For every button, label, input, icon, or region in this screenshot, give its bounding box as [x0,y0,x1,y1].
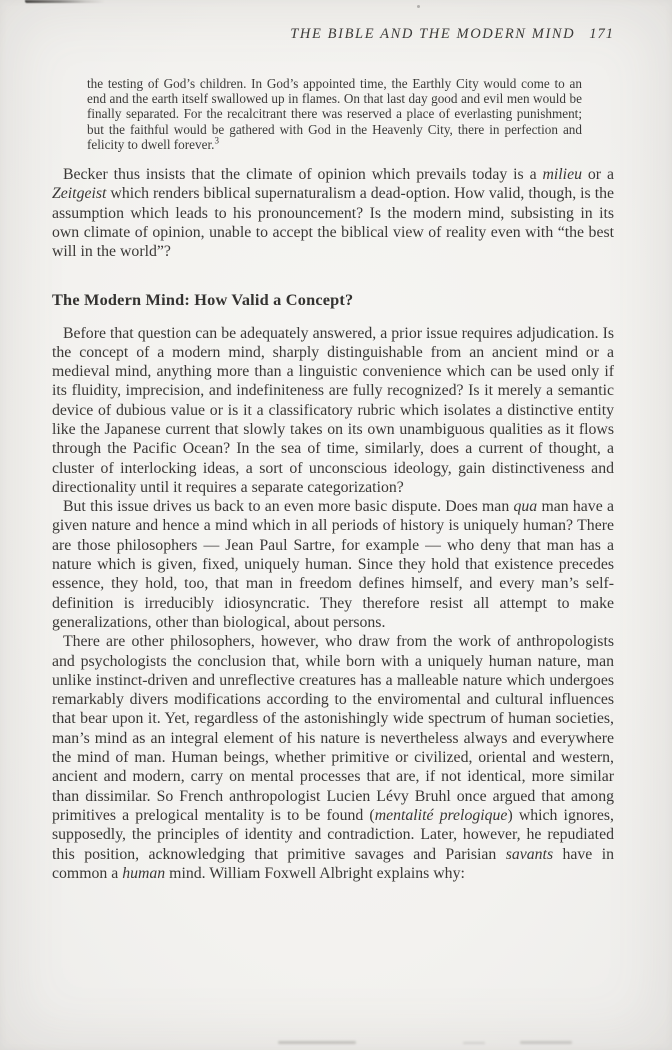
running-head [52,26,614,43]
paragraph-basic-dispute: But this issue drives us back to an even more basic dispute. Does man qua man have a given nature and hence a mind which in all periods of history is uniquely human? There are those philosophers — Jean Paul Sartre, for example — who deny that man has a nature which is given, fixed, uniquely human. Since they hold that existence precedes essence, they hold, too, that man in freedom defines himself, and every man’s self-definition is irreducibly idiosyncratic. They therefore resist all attempt to make generalizations, other than biological, about persons. [52,498,614,631]
section-heading: The Modern Mind: How Valid a Concept? [52,289,354,309]
paragraph-other-philosophers: There are other philosophers, however, who draw from the work of anthropologists and psychologists the conclusion that, while born with a uniquely human nature, man unlike instinct-driven and unreflective creatures has a malleable nature which undergoes remarkably divers modifications according to the enviromental and cultural influences that bear upon it. Yet, regardless of the astonishingly wide spectrum of human societies, man’s mind as an integral element of his nature is nevertheless always and everywhere the mind of man. Human beings, whether primitive or civilized, oriental and western, ancient and modern, carry on mental processes that are, if not identical, more similar than dissimilar. So French anthropologist Lucien Lévy Bruhl once argued that among primitives a prelogical mentality is to be found (mentalité prelogique) which ignores, supposedly, the principles of identity and contradiction. Later, however, he repudiated this position, acknowledging that primitive savages and Parisian savants have in common a human mind. William Foxwell Albright explains why: [52,633,615,882]
scan-smudge-bottom-mid [463,1042,485,1044]
text-column [52,0,614,883]
page-number: 171 [589,26,614,42]
paragraph-becker-insists: Becker thus insists that the climate of opinion which prevails today is a milieu or a Zeitgeist which renders biblical supernaturalism a dead-option. How valid, though, is the assumption which leads to his pronouncement? Is the modern mind, subsisting in its own climate of opinion, unable to accept the biblical view of reality even with “the best will in the world”? [52,166,614,261]
scan-smudge-bottom-left [278,1041,356,1044]
block-quote: the testing of God’s children. In God’s appointed time, the Earthly City would come to an end and the earth itself swallowed up in flames. On that last day good and evil men would be finally separated. For the recalcitrant there was reserved a place of everlasting punishment; but the faithful would be gathered with God in the Heavenly City, there in perfection and felicity to dwell forever.$^3$ [87,76,582,152]
running-head-title: THE BIBLE AND THE MODERN MIND [290,26,576,42]
paragraph-prior-issue: Before that question can be adequately answered, a prior issue requires adjudication. Is the concept of a modern mind, sharply distinguishable from an ancient mind or a medieval mind, anything more than a linguistic convenience which can be used only if its fluidity, imprecision, and indefiniteness are fully recognized? Is it merely a semantic device of dubious value or is it a classificatory rubric which isolates a distinctive entity like the Japanese current that slowly takes on its own unambiguous qualities as it flows through the Pacific Ocean? In the sea of time, similarly, does a current of thought, a cluster of interlocking ideas, a sort of unconscious ideology, gain distinctiveness and directionality until it requires a separate categorization? [52,324,614,496]
scan-smudge-bottom-right [520,1041,572,1044]
